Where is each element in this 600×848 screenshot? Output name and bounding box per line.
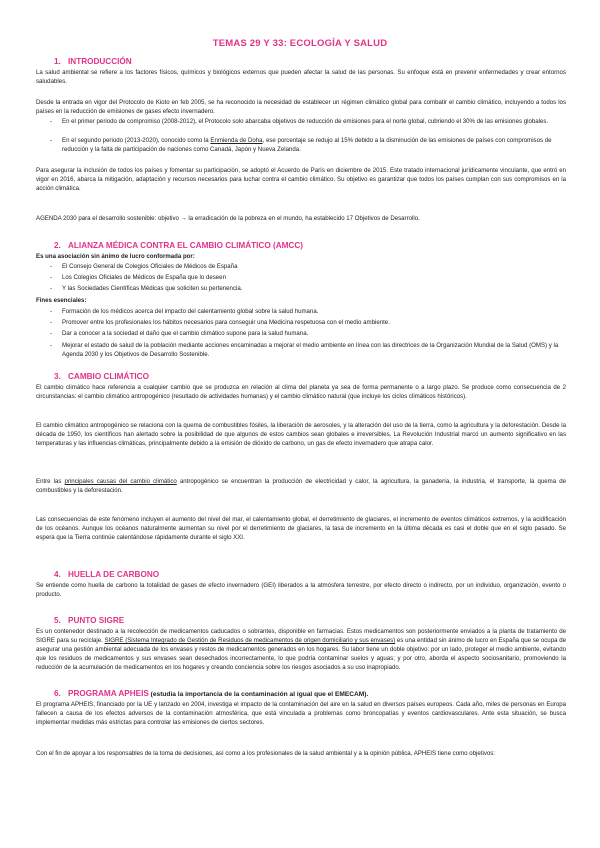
section-2-title: ALIANZA MÉDICA CONTRA EL CAMBIO CLIMÁTICO (AMCC) bbox=[68, 241, 303, 250]
s2-fin-4-text: Mejorar el estado de salud de la población mediante acciones encaminadas a mejorar el medio ambiente en línea con las directrices de la Organización Mundial de la Salud (OMS) y la Agenda 2030 y los Objetivos de Desarrollo Sostenible. bbox=[62, 342, 559, 359]
section-1-title: INTRODUCCIÓN bbox=[68, 57, 132, 66]
bullet-marker: - bbox=[50, 308, 53, 315]
section-3-number: 3. bbox=[54, 372, 61, 381]
s1-bullet-1 bbox=[50, 117, 566, 126]
s2-member-1 bbox=[50, 262, 566, 271]
s2-fin-2-text: Promover entre los profesionales los hábitos necesarios para conseguir una Medicina respetuosa con el medio ambiente. bbox=[62, 319, 390, 326]
s5-p1-text-a: Es un contenedor destinado a la recolección de medicamentos caducados o sobrantes, disponible en farmacias. Estos medicamentos son posteriormente enviados a la planta de tratamiento de SIGRE para su reciclaje. bbox=[36, 628, 566, 645]
s5-p1-sigre-definition: SIGRE (Sistema Integrado de Gestión de Residuos de medicamentos de origen domiciliario y sus envases) bbox=[104, 637, 396, 645]
bullet-marker: - bbox=[50, 319, 53, 326]
bullet-marker: - bbox=[50, 274, 53, 281]
s2-member-3 bbox=[50, 284, 566, 293]
s2-fin-2 bbox=[50, 318, 566, 327]
doha-amendment-link-text: Enmienda de Doha bbox=[210, 137, 263, 144]
s3-p3-text-a: Entre las bbox=[36, 478, 65, 485]
bullet-marker: - bbox=[50, 118, 53, 125]
s3-paragraph-3 bbox=[36, 477, 566, 495]
document-title: TEMAS 29 Y 33: ECOLOGÍA Y SALUD bbox=[212, 38, 388, 49]
s2-member-1-text: El Consejo General de Colegios Oficiales de Médicos de España bbox=[62, 263, 238, 270]
s2-member-2 bbox=[50, 273, 566, 282]
s2-fin-4 bbox=[50, 341, 566, 359]
s3-p3-text-b: antropogénico se encuentran la producción de electricidad y calor, la agricultura, la ganadería, la industria, el transporte, la quema de combustibles y la deforestación. bbox=[36, 478, 566, 495]
s2-fin-1 bbox=[50, 307, 566, 316]
section-6-title-note: (estudia la importancia de la contaminación al igual que el EMECAM). bbox=[148, 691, 369, 698]
bullet-marker: - bbox=[50, 285, 53, 292]
bullet-marker: - bbox=[50, 263, 53, 270]
s3-p3-underlined: principales causas del cambio climático bbox=[64, 478, 177, 485]
section-2-heading bbox=[54, 241, 303, 250]
section-6-number: 6. bbox=[54, 689, 61, 698]
s5-p1-text-b: es una entidad sin ánimo de lucro en España que se ocupa de asegurar una gestión ambiental adecuada de los envases y restos de medicamentos generados en los hogares. Su labor tiene un doble objetivo: por un lado, proteger el medio ambiente, evitando que los residuos de medicamentos y sus envases sean desechados incorrectamente, lo que podría contaminar suelos y aguas; y por otro, aborda el aspecto sociosanitario, promoviendo la reducción de la acumulación de medicamentos en los hogares y creando conciencia sobre los riesgos asociados a su uso inapropiado. bbox=[36, 637, 566, 672]
section-6-title: PROGRAMA APHEIS bbox=[68, 689, 149, 698]
s1-bullet-2-text-a: En el segundo periodo (2013-2020), conocido como la bbox=[62, 137, 211, 144]
bullet-marker: - bbox=[50, 137, 53, 144]
section-4-heading bbox=[54, 570, 159, 579]
s2-intro: Es una asociación sin ánimo de lucro conformada por: bbox=[36, 253, 195, 260]
section-2-number: 2. bbox=[54, 241, 61, 250]
s6-paragraph-2: Con el fin de apoyar a los responsables de la toma de decisiones, así como a los profesionales de la salud ambiental y a la opinión pública, APHEIS tiene como objetivos: bbox=[36, 750, 495, 757]
s2-fin-3 bbox=[50, 329, 566, 338]
section-5-title: PUNTO SIGRE bbox=[68, 616, 125, 625]
section-6-heading bbox=[54, 689, 368, 698]
section-4-title: HUELLA DE CARBONO bbox=[68, 570, 160, 579]
s5-paragraph-1 bbox=[36, 627, 566, 672]
s2-member-3-text: Y las Sociedades Científicas Médicas que soliciten su pertenencia. bbox=[62, 285, 243, 292]
s3-paragraph-4: Las consecuencias de este fenómeno incluyen el aumento del nivel del mar, el calentamiento global, el derretimiento de glaciares, el incremento de eventos climáticos extremos, y la acidificación de los océanos. Aunque los océanos naturalmente aumentan su nivel por el derretimiento de glaciares, la tasa de incremento en la última década es casi el doble que en el siglo pasado. Se espera que la Tierra continúe calentándose rápidamente durante el siglo XXI. bbox=[36, 516, 566, 542]
s3-paragraph-2: El cambio climático antropogénico se relaciona con la quema de combustibles fósiles, la liberación de aerosoles, y la alteración del uso de la tierra, como la agricultura y la deforestación. Desde la década de 1950, los científicos han alertado sobre la posibilidad de que algunos de estos cambios sean globales e irreversibles. La Revolución Industrial marcó un aumento significativo en las temperaturas y las influencias climáticas, principalmente debido a la emisión de dióxido de carbono, un gas de efecto invernadero que atrapa calor. bbox=[36, 422, 566, 448]
s1-bullet-2 bbox=[50, 136, 566, 154]
s2-fines-label: Fines esenciales: bbox=[36, 297, 87, 304]
s4-paragraph-1: Se entiende como huella de carbono la totalidad de gases de efecto invernadero (GEI) liberados a la atmósfera terrestre, por efecto directo o indirecto, por un individuo, organización, evento o producto. bbox=[36, 582, 566, 599]
section-5-number: 5. bbox=[54, 616, 61, 625]
s1-paragraph-2: Desde la entrada en vigor del Protocolo de Kioto en feb 2005, se ha reconocido la necesidad de establecer un régimen climático global para combatir el cambio climático, incluyendo a todos los países en la reducción de emisiones de gases efecto invernadero. bbox=[36, 99, 566, 116]
s1-paragraph-1: La salud ambiental se refiere a los factores físicos, químicos y biológicos externos que pueden afectar la salud de las personas. Su enfoque está en prevenir enfermedades y crear entornos saludables. bbox=[36, 69, 566, 86]
section-1-number: 1. bbox=[54, 57, 61, 66]
s3-paragraph-1: El cambio climático hace referencia a cualquier cambio que se produzca en relación al clima del planeta ya sea de forma permanente o a largo plazo. Se produce como consecuencia de 2 circunstancias: el cambio climático antropogénico (resultado de actividades humanas) y el cambio climático natural (que incluye los ciclos climáticos históricos). bbox=[36, 384, 566, 401]
s6-paragraph-1: El programa APHEIS, financiado por la UE y lanzado en 2004, investiga el impacto de la contaminación del aire en la salud en diversos países europeos. Cada año, miles de personas en Europa fallecen a causa de los efectos adversos de la contaminación atmosférica, que está vinculada a problemas como broncopatías y eventos cardiovasculares. Ante esta situación, se busca implementar medidas más estrictas para controlar las emisiones de ciertos sectores. bbox=[36, 701, 566, 727]
bullet-marker: - bbox=[50, 342, 53, 349]
s2-fin-1-text: Formación de los médicos acerca del impacto del calentamiento global sobre la salud humana. bbox=[62, 308, 319, 315]
s1-bullet-1-text: En el primer periodo de compromiso (2008-2012), el Protocolo solo abarcaba objetivos de reducción de emisiones para el norte global, cubriendo el 30% de las emisiones globales. bbox=[62, 118, 549, 125]
section-1-heading bbox=[54, 57, 132, 66]
s1-paragraph-4: AGENDA 2030 para el desarrollo sostenible: objetivo → la erradicación de la pobreza en el mundo, ha establecido 17 Objetivos de Desarrollo. bbox=[36, 215, 420, 222]
s1-paragraph-3: Para asegurar la inclusión de todos los países y fomentar su participación, se adoptó el Acuerdo de París en diciembre de 2015. Este tratado internacional jurídicamente vinculante, que entró en vigor en 2016, abarca la mitigación, adaptación y recursos necesarios para luchar contra el cambio climático. Su objetivo es garantizar que todos los países cumplan con sus compromisos en la acción climática. bbox=[36, 167, 566, 193]
bullet-marker: - bbox=[50, 330, 53, 337]
section-3-title: CAMBIO CLIMÁTICO bbox=[68, 372, 149, 381]
section-4-number: 4. bbox=[54, 570, 61, 579]
section-3-heading bbox=[54, 372, 149, 381]
s1-bullet-2-text-b: , ese porcentaje se redujo al 15% debido a la disminución de las emisiones de países con compromisos de reducción y la falta de participación de naciones como Canadá, Japón y Nueva Zelanda. bbox=[62, 137, 552, 154]
s2-fin-3-text: Dar a conocer a la sociedad el daño que el cambio climático supone para la salud humana. bbox=[62, 330, 309, 337]
section-5-heading bbox=[54, 616, 124, 625]
s2-member-2-text: Los Colegios Oficiales de Médicos de España que lo deseen bbox=[62, 274, 226, 281]
